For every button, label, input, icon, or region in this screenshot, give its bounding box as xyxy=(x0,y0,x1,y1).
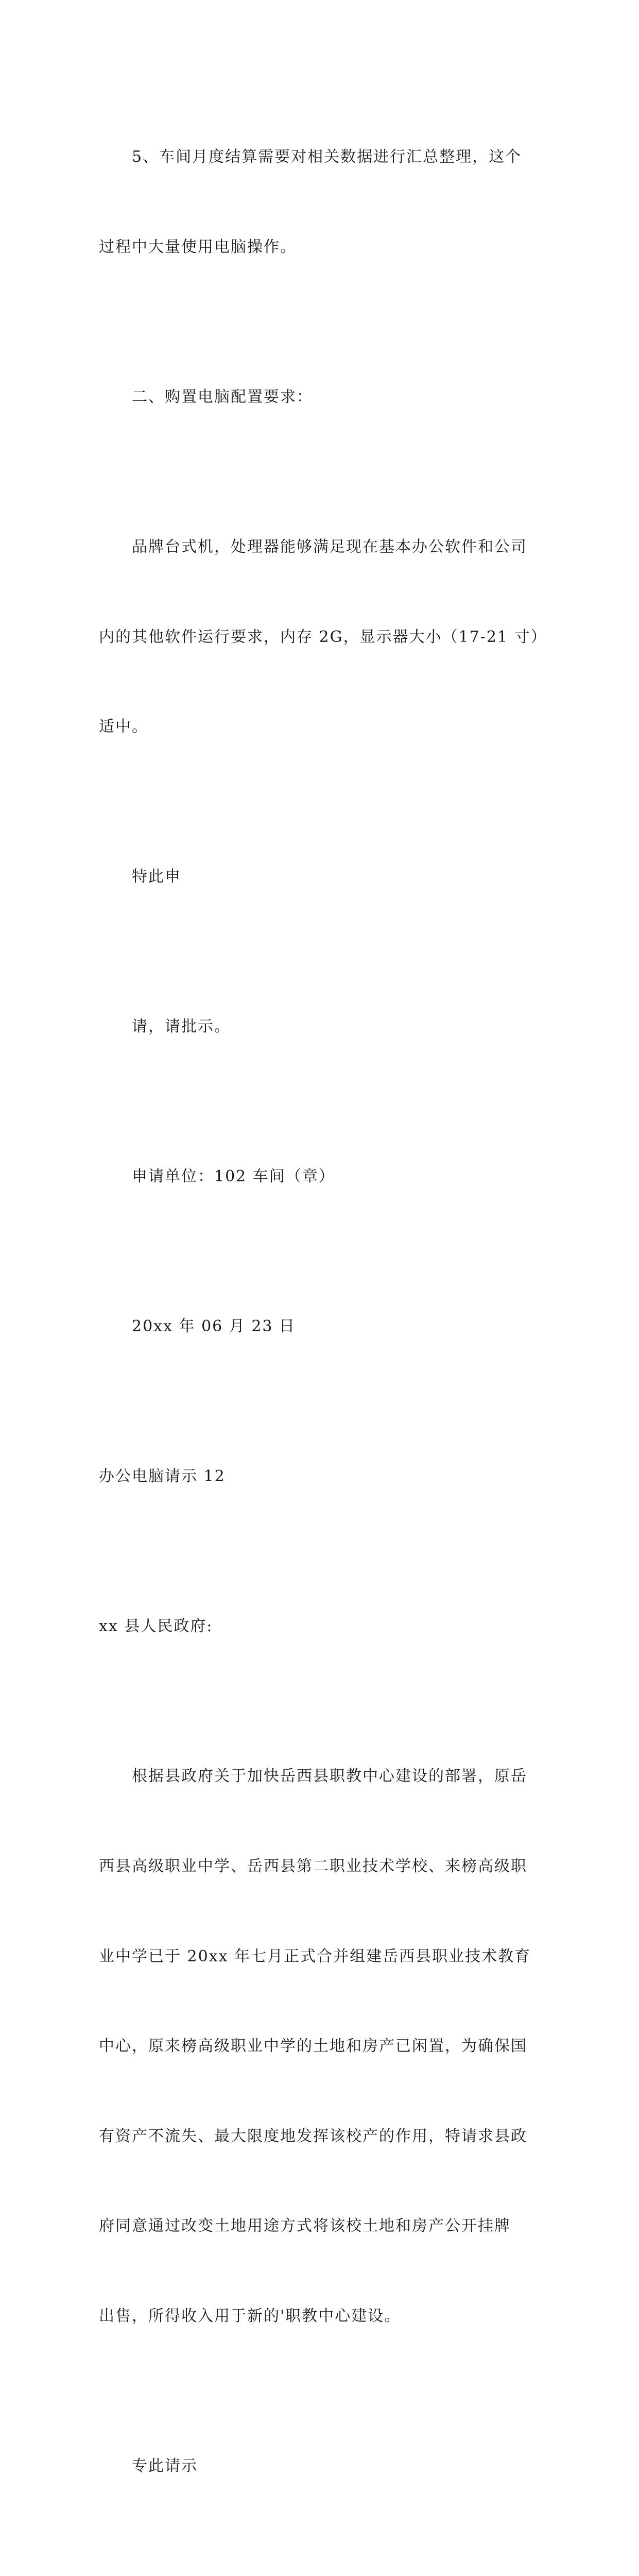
text-line: 适中。 xyxy=(99,718,148,736)
text-line: 二、购置电脑配置要求： xyxy=(132,388,313,406)
paragraph-item-5 xyxy=(99,82,542,323)
document-body xyxy=(99,82,547,2576)
text-line: 内的其他软件运行要求，内存 2G，显示器大小（17-21 寸） xyxy=(99,628,547,646)
paragraph-config-detail xyxy=(99,472,547,802)
text-line: 专此请示 xyxy=(132,2457,198,2476)
text-line: 品牌台式机，处理器能够满足现在基本办公软件和公司 xyxy=(132,538,527,556)
paragraph-main-request xyxy=(99,1702,542,2392)
signature-bureau xyxy=(99,2541,542,2576)
text-line: 业中学已于 20xx 年七月正式合并组建岳西县职业技术教育 xyxy=(99,1947,531,1965)
closing-line-2 xyxy=(99,952,542,1102)
text-line: 有资产不流失、最大限度地发挥该校产的作用，特请求县政 xyxy=(99,2127,527,2145)
text-line: 中心，原来榜高级职业中学的土地和房产已闲置，为确保国 xyxy=(99,2037,527,2056)
addressee-government xyxy=(99,1552,542,1702)
text-line: 出售，所得收入用于新的'职教中心建设。 xyxy=(99,2307,401,2326)
text-line: 西县高级职业中学、岳西县第二职业技术学校、来榜高级职 xyxy=(99,1857,527,1875)
text-line: 特此申 xyxy=(132,868,181,886)
section-heading-config xyxy=(99,323,542,472)
closing-request xyxy=(99,2392,542,2541)
text-line: 请，请批示。 xyxy=(132,1018,231,1036)
closing-line-1 xyxy=(99,802,542,952)
applicant-unit xyxy=(99,1102,542,1252)
text-line: 申请单位：102 车间（章） xyxy=(132,1167,335,1186)
section-title-12 xyxy=(99,1402,542,1552)
text-line: 办公电脑请示 12 xyxy=(99,1467,226,1486)
date-line-1 xyxy=(99,1252,542,1402)
text-line: 5、车间月度结算需要对相关数据进行汇总整理，这个 xyxy=(132,148,522,166)
text-line: 过程中大量使用电脑操作。 xyxy=(99,238,297,257)
text-line: 根据县政府关于加快岳西县职教中心建设的部署，原岳 xyxy=(132,1767,527,1786)
text-line: xx 县人民政府: xyxy=(99,1617,213,1636)
text-line: 府同意通过改变土地用途方式将该校土地和房产公开挂牌 xyxy=(99,2217,511,2235)
text-line: 20xx 年 06 月 23 日 xyxy=(132,1317,296,1336)
